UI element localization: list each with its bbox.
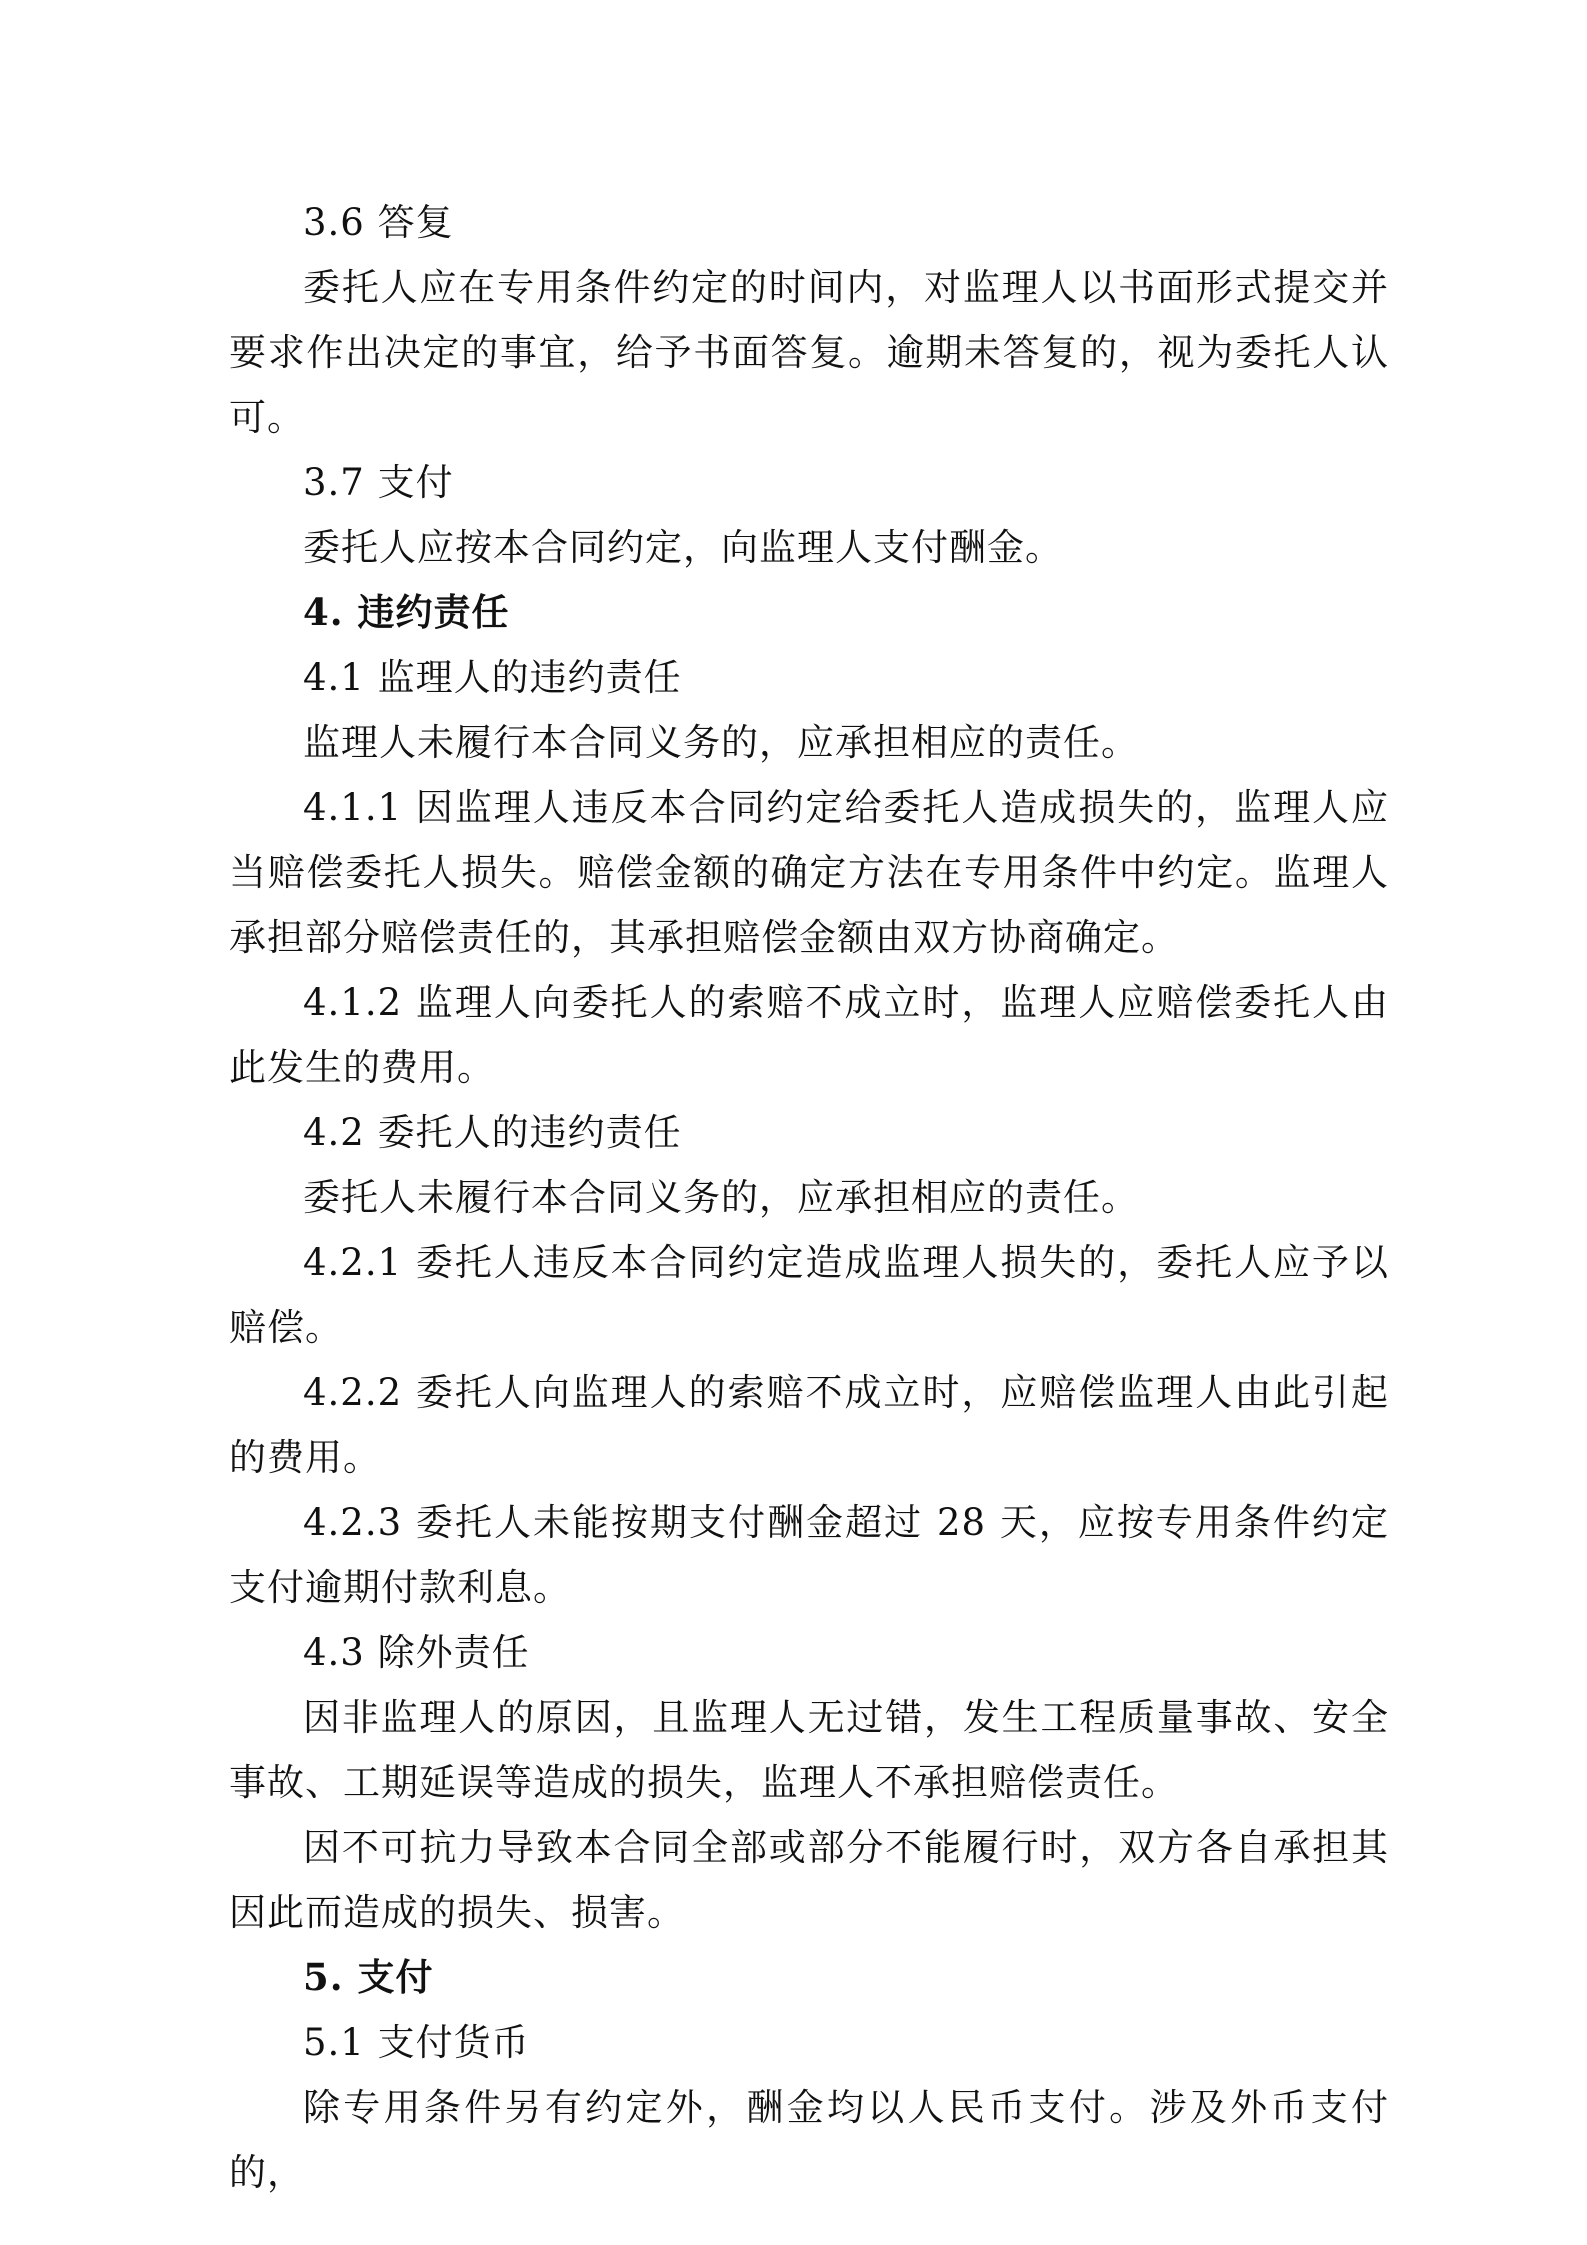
section-4-1-2-body: 4.1.2 监理人向委托人的索赔不成立时，监理人应赔偿委托人由此发生的费用。 — [229, 981, 1389, 1089]
section-3-7-body: 委托人应按本合同约定，向监理人支付酬金。 — [303, 526, 1063, 569]
section-4-1-body: 监理人未履行本合同义务的，应承担相应的责任。 — [303, 721, 1139, 764]
document-body — [229, 190, 1389, 2205]
section-4-1-heading: 4.1 监理人的违约责任 — [303, 656, 682, 699]
section-5-1-body: 除专用条件另有约定外，酬金均以人民币支付。涉及外币支付的， — [229, 2086, 1389, 2194]
section-4-2-3-body: 4.2.3 委托人未能按期支付酬金超过 28 天，应按专用条件约定支付逾期付款利息。 — [229, 1501, 1389, 1609]
section-4-2-heading: 4.2 委托人的违约责任 — [303, 1111, 682, 1154]
section-5-heading: 5. 支付 — [303, 1955, 434, 1999]
section-4-2-1-body: 4.2.1 委托人违反本合同约定造成监理人损失的，委托人应予以赔偿。 — [229, 1241, 1389, 1349]
section-4-2-body: 委托人未履行本合同义务的，应承担相应的责任。 — [303, 1176, 1139, 1219]
section-4-3-body-2: 因不可抗力导致本合同全部或部分不能履行时，双方各自承担其因此而造成的损失、损害。 — [229, 1826, 1389, 1934]
section-4-3-heading: 4.3 除外责任 — [303, 1631, 530, 1674]
section-3-6-heading: 3.6 答复 — [303, 201, 454, 244]
section-3-7-heading: 3.7 支付 — [303, 461, 454, 504]
section-5-1-heading: 5.1 支付货币 — [303, 2021, 530, 2064]
section-4-heading: 4. 违约责任 — [303, 590, 510, 634]
section-4-2-2-body: 4.2.2 委托人向监理人的索赔不成立时，应赔偿监理人由此引起的费用。 — [229, 1371, 1389, 1479]
section-4-3-body-1: 因非监理人的原因，且监理人无过错，发生工程质量事故、安全事故、工期延误等造成的损失，监理人不承担赔偿责任。 — [229, 1696, 1389, 1804]
section-4-1-1-body: 4.1.1 因监理人违反本合同约定给委托人造成损失的，监理人应当赔偿委托人损失。赔偿金额的确定方法在专用条件中约定。监理人承担部分赔偿责任的，其承担赔偿金额由双方协商确定。 — [229, 786, 1389, 959]
section-3-6-body: 委托人应在专用条件约定的时间内，对监理人以书面形式提交并要求作出决定的事宜，给予书面答复。逾期未答复的，视为委托人认可。 — [229, 266, 1389, 439]
